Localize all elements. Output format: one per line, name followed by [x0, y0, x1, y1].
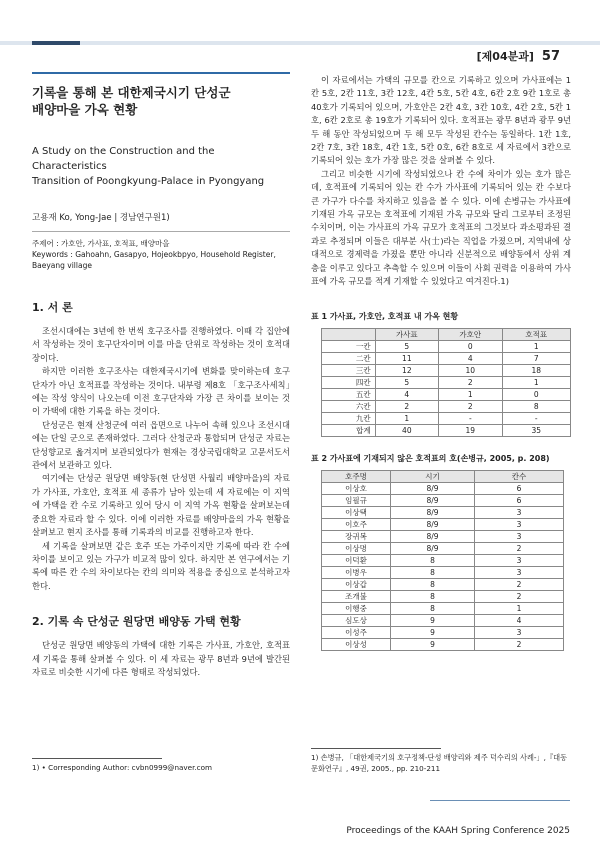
- title-english: [32, 144, 290, 189]
- table-cell: 三칸: [322, 364, 376, 376]
- table-cell: -: [439, 412, 502, 424]
- table-cell: 8: [391, 602, 475, 614]
- table-cell: 장귀복: [322, 530, 391, 542]
- footer-rule: [430, 800, 570, 801]
- table-cell: 10: [439, 364, 502, 376]
- right-footnote-area: [311, 748, 571, 774]
- table-cell: 0: [439, 340, 502, 352]
- table-row: [322, 388, 571, 400]
- table-row: [322, 530, 564, 542]
- table-cell: 2: [439, 376, 502, 388]
- table-cell: 이병우: [322, 566, 391, 578]
- table-cell: 이상성: [322, 638, 391, 650]
- table-cell: 이덕환: [322, 554, 391, 566]
- keywords-english: Keywords : Gahoahn, Gasapyo, Hojeokbpyo, Household Register, Baeyang village: [32, 250, 276, 270]
- table-cell: 8: [391, 554, 475, 566]
- table-cell: 이호주: [322, 518, 391, 530]
- table-cell: 5: [375, 340, 438, 352]
- table-header-cell: 가사표: [375, 328, 438, 340]
- table-cell: 2: [475, 542, 564, 554]
- table-header-cell: 가호안: [439, 328, 502, 340]
- right-column: [311, 74, 571, 651]
- table-cell: 5: [375, 376, 438, 388]
- paragraph: 조선시대에는 3년에 한 번씩 호구조사를 진행하였다. 이때 각 집안에서 작성하는 것이 호구단자이며 이를 마을 단위로 작성하는 것이 호적대장이다.: [32, 326, 290, 363]
- table-cell: 8/9: [391, 530, 475, 542]
- table-row: [322, 340, 571, 352]
- table-cell: 이상호: [322, 482, 391, 494]
- table-cell: 3: [475, 626, 564, 638]
- header-accent: [32, 41, 80, 45]
- table-row: [322, 518, 564, 530]
- table-cell: 8: [502, 400, 570, 412]
- table-cell: 2: [375, 400, 438, 412]
- table-header-cell: 호주명: [322, 470, 391, 482]
- table-cell: 3: [475, 506, 564, 518]
- table-caption: 표 2 가사표에 기재되지 않은 호적표의 호(손병규, 2005, p. 208): [311, 453, 550, 463]
- table-cell: 이상택: [322, 506, 391, 518]
- table-cell: 12: [375, 364, 438, 376]
- table-cell: -: [502, 412, 570, 424]
- table-row: [322, 626, 564, 638]
- footnote: 1) 손병규, 「대한제국기의 호구정책-단성 배양리와 제주 덕수리의 사례-」,『대동문화연구』, 49권, 2005., pp. 210-211: [311, 753, 568, 773]
- table-cell: 조개불: [322, 590, 391, 602]
- footnote-rule: [311, 748, 441, 749]
- table-cell: 8: [391, 578, 475, 590]
- table-cell: 2: [475, 590, 564, 602]
- table-cell: 四칸: [322, 376, 376, 388]
- table-cell: 1: [475, 602, 564, 614]
- table-header-cell: 시기: [391, 470, 475, 482]
- footnote-rule: [32, 758, 162, 759]
- table-cell: 임필규: [322, 494, 391, 506]
- table-cell: 35: [502, 424, 570, 436]
- table-cell: 40: [375, 424, 438, 436]
- table-cell: 18: [502, 364, 570, 376]
- table-cell: 7: [502, 352, 570, 364]
- table-row: [322, 638, 564, 650]
- paragraph: 단성군은 현재 산청군에 여러 읍면으로 나누어 속해 있으나 조선시대에는 단일 군으로 존재하였다. 그러다 산청군과 통합되며 단성군 자료는 단성향교로 옮겨지며 보관되었다가 현재는 경상국립대학교 고문서도서관에서 보관하고 있다.: [32, 419, 290, 471]
- table-cell: 심도상: [322, 614, 391, 626]
- page-header: [477, 48, 560, 64]
- table-row: [322, 494, 564, 506]
- table-row: [322, 602, 564, 614]
- table-cell: 8/9: [391, 542, 475, 554]
- paragraph: 여기에는 단성군 원당면 배양동(현 단성면 사월리 배양마을)의 자료가 가사표, 가호안, 호적표 세 종류가 남아 있는데 세 자료에는 이 지역에 가택을 칸 수로 기록하고 있어 당시 이 지역 가옥 현황을 살펴보는데 중요한 자료라 할 수 있다. 이에 이러한 자료를 배양마을의 가옥 현황을 살펴보고 현지 조사를 통해 기록과의 비교를 진행하고자 한다.: [32, 473, 290, 538]
- title-en-line: Transition of Poongkyung-Palace in Pyongyang: [32, 176, 265, 187]
- title-ko-line: 기록을 통해 본 대한제국시기 단성군: [32, 85, 231, 100]
- table-caption: 표 1 가사표, 가호안, 호적표 내 가옥 현황: [311, 311, 459, 321]
- footer-text: Proceedings of the KAAH Spring Conference 2025: [346, 826, 570, 836]
- table-cell: 3: [475, 518, 564, 530]
- keyword-rule: [32, 231, 290, 232]
- table-cell: 6: [475, 482, 564, 494]
- table-row: [322, 542, 564, 554]
- table-cell: 1: [502, 376, 570, 388]
- table-row: [322, 364, 571, 376]
- left-footnote-area: [32, 758, 290, 773]
- table-row: [322, 614, 564, 626]
- table-header-cell: 호적표: [502, 328, 570, 340]
- table-header-row: [322, 470, 564, 482]
- table-cell: 19: [439, 424, 502, 436]
- unrecorded-household-table: [321, 470, 564, 651]
- table-cell: 二칸: [322, 352, 376, 364]
- table-cell: 4: [475, 614, 564, 626]
- title-rule: [32, 72, 290, 74]
- author-line: 고용재 Ko, Yong-Jae | 경남연구원1): [32, 213, 170, 223]
- table-cell: 이행중: [322, 602, 391, 614]
- table-cell: 一칸: [322, 340, 376, 352]
- household-table: [321, 328, 571, 437]
- table-cell: 11: [375, 352, 438, 364]
- page-number: 57: [541, 49, 560, 64]
- table-cell: 8/9: [391, 518, 475, 530]
- paragraph: 세 기록을 살펴보면 같은 호주 또는 가주이지만 기록에 따라 칸 수에 차이를 보이고 있는 가구가 비교적 많이 있다. 하지만 본 연구에서는 기록에 따른 칸 수의 차이보다는 칸의 의미와 적용을 중심으로 분석하고자 한다.: [32, 540, 290, 591]
- section-heading: 1. 서 론: [32, 301, 73, 314]
- table-cell: 8: [391, 590, 475, 602]
- table-cell: 1: [439, 388, 502, 400]
- table-cell: 九칸: [322, 412, 376, 424]
- left-column: [32, 72, 290, 679]
- table-cell: 1: [502, 340, 570, 352]
- table-cell: 0: [502, 388, 570, 400]
- title-en-line: A Study on the Construction and the Characteristics: [32, 146, 215, 172]
- table-row: [322, 482, 564, 494]
- table-row: [322, 554, 564, 566]
- table-cell: 9: [391, 614, 475, 626]
- section-label: [제04분과]: [476, 50, 534, 63]
- table-cell: 五칸: [322, 388, 376, 400]
- table-cell: 8/9: [391, 506, 475, 518]
- table-cell: 2: [475, 578, 564, 590]
- table-cell: 1: [375, 412, 438, 424]
- table-row: [322, 376, 571, 388]
- table-cell: 4: [439, 352, 502, 364]
- table-cell: 이상명: [322, 542, 391, 554]
- table-cell: 3: [475, 554, 564, 566]
- table-row: [322, 578, 564, 590]
- table-cell: 이성주: [322, 626, 391, 638]
- table-row: [322, 590, 564, 602]
- table-cell: 8/9: [391, 482, 475, 494]
- table-cell: 4: [375, 388, 438, 400]
- table-header-cell: 칸수: [475, 470, 564, 482]
- footnote: 1) • Corresponding Author: cvbn0999@naver.com: [32, 763, 213, 772]
- header-band: [0, 41, 600, 45]
- table-cell: 3: [475, 530, 564, 542]
- table-row: [322, 506, 564, 518]
- table-row: [322, 424, 571, 436]
- keywords-korean: 주제어 : 가호안, 가사표, 호적표, 배양마을: [32, 239, 170, 248]
- table-cell: 8/9: [391, 494, 475, 506]
- table-cell: 합계: [322, 424, 376, 436]
- table-cell: 이상갑: [322, 578, 391, 590]
- paragraph: 이 자료에서는 가택의 규모를 칸으로 기록하고 있으며 가사표에는 1칸 5호, 2칸 11호, 3칸 12호, 4칸 5호, 5칸 4호, 6칸 2호 9칸 1호로 총 40호가 기록되어 있으며, 가호안은 2칸 4호, 3칸 10호, 4칸 2호, 5칸 1호, 6칸 2호로 총 19호가 기록되어 있다. 호적표는 광무 8년과 광무 9년 두 해 동안 작성되었으며 두 해 모두 작성된 칸수는 동일하다. 1칸 1호, 2칸 7호, 3칸 18호, 4칸 1호, 5칸 0호, 6칸 8호로 세 자료에서 3칸으로 기록되어 있는 호가 가장 많은 것을 살펴볼 수 있다.: [311, 75, 571, 166]
- table-header-row: [322, 328, 571, 340]
- paragraph: 하지만 이러한 호구조사는 대한제국시기에 변화를 맞이하는데 호구단자가 아닌 호적표를 작성하는 것이다. 내부령 제8호 「호구조사세칙」에는 작성 양식이 나오는데 이전 호구단자와 가장 큰 차이를 보이는 것이 가택에 대한 기록을 하는 것이다.: [32, 366, 290, 417]
- paragraph: 단성군 원당면 배양동의 가택에 대한 기록은 가사표, 가호안, 호적표 세 기록을 통해 살펴볼 수 있다. 이 세 자료는 광무 8년과 9년에 발간된 자료로 비슷한 시기에 다른 형태로 작성되었다.: [32, 640, 290, 677]
- paragraph: 그리고 비슷한 시기에 작성되었으나 칸 수에 차이가 있는 호가 많은데, 호적표에 기록되어 있는 칸 수가 가사표에 기록되어 있는 칸 수보다 큰 가구가 다수를 차지하고 있음을 볼 수 있다. 이에 손병규는 가사표에 기재된 가옥 규모는 호적표에 기재된 가옥 규모와 달리 그로부터 조정된 수치이며, 이는 가사표의 가옥 규모가 호적표의 그것보다 과소평과된 결과로 추정되며 이들은 대부분 사(士)라는 직업을 가졌으며, 지역내에 상대적으로 경제력을 가졌을 뿐만 아니라 신분적으로 배양동에서 상위 계층을 이루고 있다고 추측할 수 있으며 이들이 사회 권력을 이용하여 가사표에 가옥 규모를 적게 기재할 수 있었다고 여겨진다.1): [311, 168, 571, 287]
- table-cell: 2: [439, 400, 502, 412]
- section-heading: 2. 기록 속 단성군 원당면 배양동 가택 현황: [32, 615, 241, 629]
- table-row: [322, 566, 564, 578]
- table-cell: 六칸: [322, 400, 376, 412]
- table-cell: 8: [391, 566, 475, 578]
- table-header-cell: [322, 328, 376, 340]
- table-cell: 3: [475, 566, 564, 578]
- table-cell: 6: [475, 494, 564, 506]
- table-cell: 9: [391, 626, 475, 638]
- table-row: [322, 352, 571, 364]
- table-cell: 9: [391, 638, 475, 650]
- table-row: [322, 412, 571, 424]
- title-ko-line: 배양마을 가옥 현황: [32, 102, 138, 117]
- table-row: [322, 400, 571, 412]
- title-korean: [32, 84, 290, 118]
- table-cell: 2: [475, 638, 564, 650]
